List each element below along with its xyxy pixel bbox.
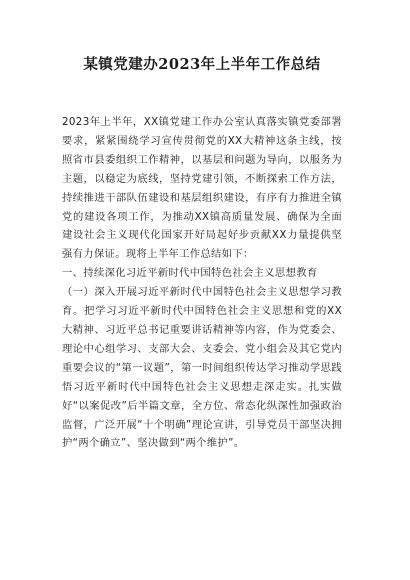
document-title: 某镇党建办2023年上半年工作总结: [83, 56, 321, 73]
subsection-paragraph: （一）深入开展习近平新时代中国特色社会主义思想学习教育。把学习习近平新时代中国特色社会主义思想和党的XX大精神、习近平总书记重要讲话精神等内容，作为党委会、理论中心组学习、支部大会、支委会、党小组会及其它党内重要会议的“第一议题”，第一时间组织传达学习推动学思践悟习近平新时代中国特色社会主义思想走深走实。扎实做好“以案促改”后半篇文章，全方位、常态化纵深性加强政治监督，广泛开展“十个明确”理论宣讲，引导党员干部坚决拥护“两个确立”、坚决做到“两个维护”。: [62, 286, 342, 450]
intro-paragraph: 2023年上半年，XX镇党建工作办公室认真落实镇党委部署要求，紧紧围绕学习宣传贯彻党的XX大精神这条主线，按照省市县委组织工作精神，以基层和问题为导向，以服务为主题，以稳定为底线，坚持党建引领，不断探索工作方法，持续推进干部队伍建设和基层组织建设，有序有力推进全镇党的建设各项工作，为推动XX镇高质量发展、确保为全面建设社会主义现代化国家开好局起好步贡献XX力量提供坚强有力保证。现将上半年工作总结如下：: [62, 116, 342, 261]
section-heading: 一、持续深化习近平新时代中国特色社会主义思想教育: [62, 267, 318, 280]
document-body: [62, 113, 342, 453]
